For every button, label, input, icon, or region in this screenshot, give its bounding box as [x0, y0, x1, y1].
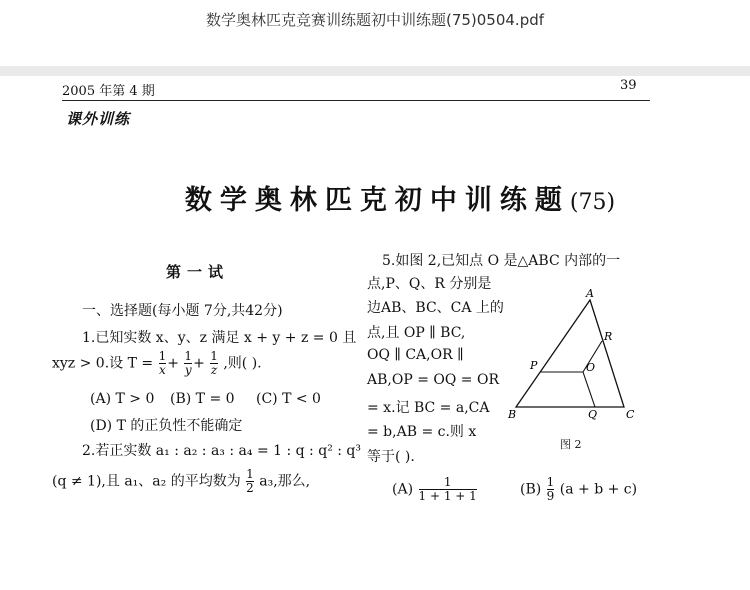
header-rule	[62, 100, 650, 101]
figure-caption: 图 2	[560, 438, 582, 451]
q1-option-a: (A) T > 0	[90, 391, 155, 407]
page-number: 39	[620, 78, 637, 93]
q1-frac-y: $\frac{1}{y}$	[184, 349, 193, 377]
q2-frac-half: $\frac{1}{2}$	[246, 467, 254, 495]
document-title-number: (75)	[569, 190, 616, 215]
section-tag: 课外训练	[66, 110, 131, 128]
q1-line1: 1.已知实数 x、y、z 满足 x + y + z = 0 且	[82, 330, 357, 346]
q2-line2-post: a₃,那么,	[259, 473, 311, 490]
triangle-figure	[500, 285, 650, 420]
segment-oq	[583, 372, 595, 407]
q2-line2-pre: (q ≠ 1),且 a₁、a₂ 的平均数为	[52, 473, 241, 490]
q5-line8: = b,AB = c.则 x	[367, 424, 477, 440]
q5-option-b-post: (a + b + c)	[559, 481, 638, 498]
q2-line2	[52, 468, 310, 495]
q2-line1: 2.若正实数 a₁ : a₂ : a₃ : a₄ = 1 : q : q² : q³	[82, 443, 361, 459]
label-q: Q	[588, 408, 598, 420]
label-b: B	[508, 408, 517, 420]
issue-label: 2005 年第 4 期	[62, 84, 155, 99]
q5-option-b	[520, 476, 637, 503]
q5-line5: OQ ∥ CA,OR ∥	[367, 347, 464, 363]
q5-line7: = x.记 BC = a,CA	[367, 400, 490, 416]
choice-heading: 一、选择题(每小题 7分,共42分)	[82, 303, 283, 319]
toolbar-separator	[0, 66, 750, 76]
q5-line3: 边AB、BC、CA 上的	[367, 300, 504, 316]
q1-option-b: (B) T = 0	[170, 391, 235, 407]
q5-line1: 5.如图 2,已知点 O 是△ABC 内部的一	[382, 253, 621, 269]
q5-line6: AB,OP = OQ = OR	[367, 372, 499, 388]
label-p: P	[530, 359, 538, 372]
q5-line2: 点,P、Q、R 分别是	[367, 276, 492, 292]
q1-frac-z: $\frac{1}{z}$	[210, 349, 218, 377]
label-r: R	[604, 330, 613, 343]
label-o: O	[586, 361, 596, 374]
q1-line2-post: ,则( ).	[223, 355, 262, 372]
viewer-title: 数学奥林匹克竞赛训练题初中训练题(75)0504.pdf	[205, 11, 545, 29]
q5-line9: 等于( ).	[367, 449, 415, 465]
q1-line2-pre: xyz > 0.设 T =	[52, 355, 154, 372]
q5-option-a-frac: $\frac{1}{1 + 1 + 1}$	[418, 475, 477, 503]
q1-frac-x: $\frac{1}{x}$	[158, 349, 167, 377]
q1-option-c: (C) T < 0	[256, 391, 321, 407]
q5-option-a	[392, 476, 478, 503]
label-c: C	[626, 408, 635, 420]
q1-line2: xyz > 0.设 T = $\frac{1}{x}$ + $\frac{1}{y}$ + $\frac{1}{z}$ ,则( ).	[52, 349, 262, 377]
label-a: A	[586, 287, 594, 300]
q5-line4: 点,且 OP ∥ BC,	[367, 325, 466, 341]
q1-option-d: (D) T 的正负性不能确定	[90, 418, 243, 434]
part-heading: 第一试	[166, 263, 230, 281]
q5-option-b-frac: $\frac{1}{9}$	[546, 475, 555, 503]
q5-option-a-label: (A)	[392, 481, 414, 498]
document-title-main: 数学奥林匹克初中训练题	[184, 185, 570, 216]
q5-option-b-label: (B)	[520, 481, 542, 498]
document-title	[0, 178, 750, 217]
triangle-abc	[516, 300, 624, 407]
